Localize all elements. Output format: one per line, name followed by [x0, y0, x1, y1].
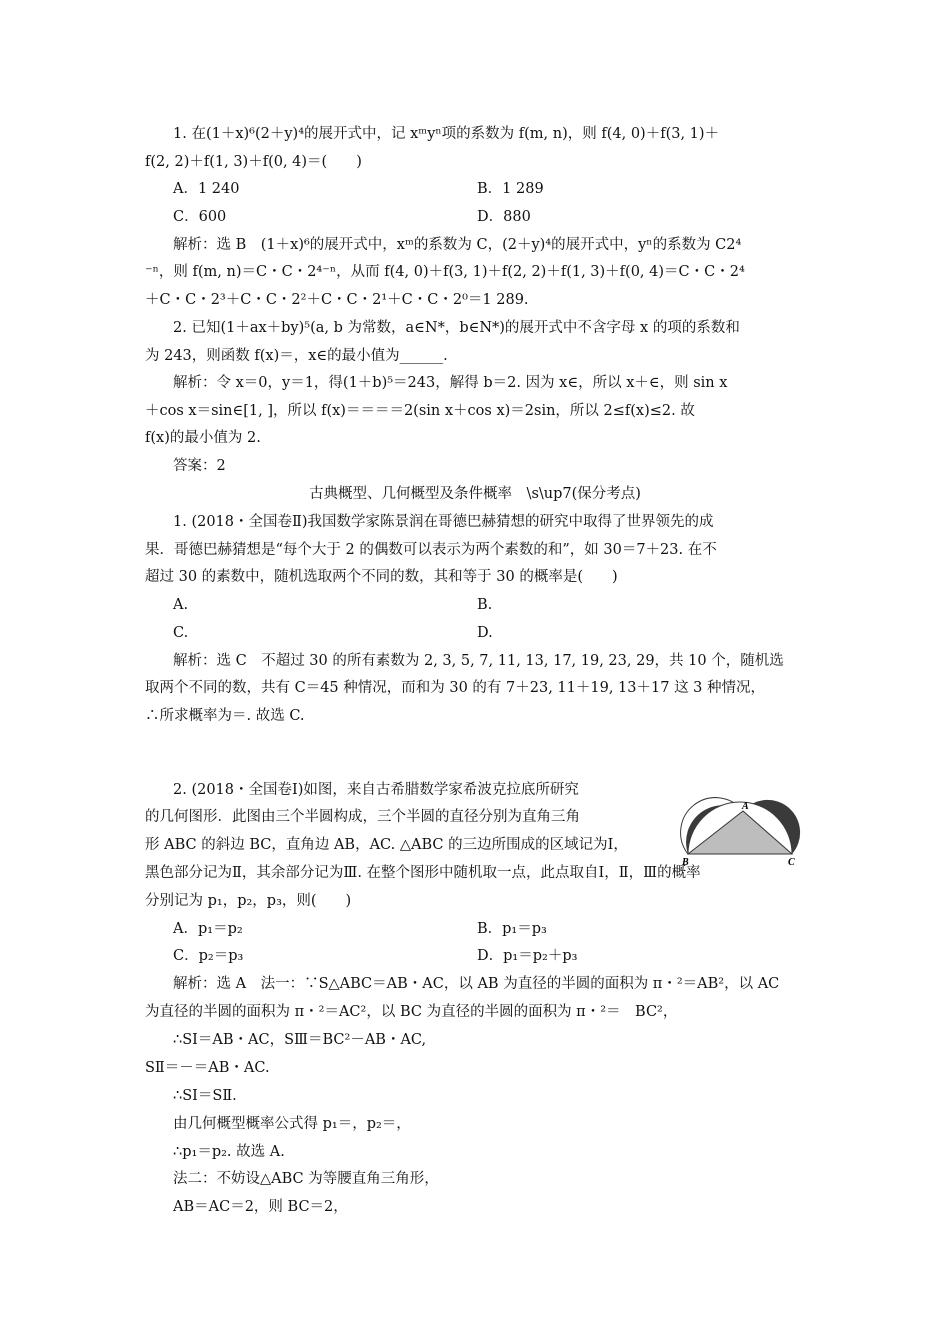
p1-stem-line1: 1. (2018・全国卷Ⅱ)我国数学家陈景润在哥德巴赫猜想的研究中取得了世界领先的成 [173, 514, 714, 530]
q1-stem-line2: f(2, 2)＋f(1, 3)＋f(0, 4)＝( ) [145, 154, 362, 170]
p1-solution-line1: 解析：选 C 不超过 30 的所有素数为 2, 3, 5, 7, 11, 13, 17, 19, 23, 29，共 10 个，随机选 [173, 653, 784, 669]
q2-answer: 答案：2 [173, 458, 226, 474]
q1-solution-line3: ＋C・C・2³＋C・C・2²＋C・C・2¹＋C・C・2⁰＝1 289. [145, 292, 529, 308]
p2-option-a: A．p₁＝p₂ [173, 921, 243, 937]
q2-stem-line1: 2. 已知(1＋ax＋by)⁵(a, b 为常数，a∈N*，b∈N*)的展开式中不含字母 x 的项的系数和 [173, 320, 740, 336]
p2-stem-line2: 的几何图形．此图由三个半圆构成，三个半圆的直径分别为直角三角 [145, 809, 580, 825]
p2-solution-line8: 法二：不妨设△ABC 为等腰直角三角形， [173, 1171, 439, 1187]
p2-stem-line1: 2. (2018・全国卷Ⅰ)如图，来自古希腊数学家希波克拉底所研究 [173, 782, 579, 798]
q2-solution-line2: ＋cos x＝sin∈[1, ]，所以 f(x)＝＝＝＝2(sin x＋cos x)＝2sin，所以 2≤f(x)≤2. 故 [145, 403, 695, 419]
q1-option-c: C．600 [173, 209, 227, 225]
p2-option-d: D．p₁＝p₂＋p₃ [477, 948, 578, 964]
p1-stem-line2: 果．哥德巴赫猜想是“每个大于 2 的偶数可以表示为两个素数的和”，如 30＝7＋23. 在不 [145, 542, 717, 558]
p2-solution-line3: ∴SⅠ＝AB・AC，SⅢ＝BC²－AB・AC, [173, 1032, 427, 1048]
vertex-label-b: B [682, 857, 689, 868]
p2-stem-line5: 分别记为 p₁，p₂，p₃，则( ) [145, 893, 352, 909]
hippocrates-lune-figure [678, 788, 804, 868]
q1-solution-line2: ⁻ⁿ，则 f(m, n)＝C・C・2⁴⁻ⁿ，从而 f(4, 0)＋f(3, 1)＋f(2, 2)＋f(1, 3)＋f(0, 4)＝C・C・2⁴ [145, 264, 745, 280]
q1-stem-line1: 1. 在(1＋x)⁶(2＋y)⁴的展开式中，记 xᵐyⁿ项的系数为 f(m, n)，则 f(4, 0)＋f(3, 1)＋ [173, 126, 720, 142]
p2-stem-line4: 黑色部分记为Ⅱ，其余部分记为Ⅲ. 在整个图形中随机取一点，此点取自Ⅰ，Ⅱ，Ⅲ的概率 [145, 865, 701, 881]
q1-option-a: A．1 240 [173, 181, 240, 197]
p2-solution-line6: 由几何概型概率公式得 p₁＝，p₂＝， [173, 1116, 411, 1132]
p2-solution-line9: AB＝AC＝2，则 BC＝2， [173, 1199, 348, 1215]
p2-stem-line3: 形 ABC 的斜边 BC，直角边 AB，AC. △ABC 的三边所围成的区域记为Ⅰ， [145, 837, 628, 853]
p1-option-c: C. [173, 625, 189, 641]
p1-option-a: A. [173, 597, 189, 613]
p1-stem-line3: 超过 30 的素数中，随机选取两个不同的数，其和等于 30 的概率是( ) [145, 569, 618, 585]
q2-solution-line3: f(x)的最小值为 2. [145, 430, 261, 446]
q1-option-b: B．1 289 [477, 181, 544, 197]
section-title: 古典概型、几何概型及条件概率 \s\up7(保分考点) [309, 486, 641, 502]
p2-solution-line7: ∴p₁＝p₂. 故选 A. [173, 1144, 285, 1160]
p2-solution-line1: 解析：选 A 法一：∵S△ABC＝AB・AC，以 AB 为直径的半圆的面积为 π・²＝AB²，以 AC [173, 976, 780, 992]
p1-option-b: B. [477, 597, 493, 613]
p1-option-d: D. [477, 625, 493, 641]
p2-solution-line4: SⅡ＝－＝AB・AC. [145, 1060, 270, 1076]
vertex-label-a: A [742, 801, 749, 812]
q2-solution-line1: 解析：令 x＝0，y＝1，得(1＋b)⁵＝243，解得 b＝2. 因为 x∈，所以 x＋∈，则 sin x [173, 375, 728, 391]
p2-option-c: C．p₂＝p₃ [173, 948, 244, 964]
p1-solution-line3: ∴所求概率为＝. 故选 C. [145, 708, 305, 724]
q2-stem-line2: 为 243，则函数 f(x)＝，x∈的最小值为______. [145, 348, 448, 364]
p2-solution-line2: 为直径的半圆的面积为 π・²＝AC²，以 BC 为直径的半圆的面积为 π・²＝ BC²， [145, 1004, 678, 1020]
vertex-label-c: C [788, 857, 795, 868]
p2-option-b: B．p₁＝p₃ [477, 921, 547, 937]
q1-solution-line1: 解析：选 B (1＋x)⁶的展开式中，xᵐ的系数为 C，(2＋y)⁴的展开式中，yⁿ的系数为 C2⁴ [173, 237, 742, 253]
p1-solution-line2: 取两个不同的数，共有 C＝45 种情况，而和为 30 的有 7＋23, 11＋19, 13＋17 这 3 种情况， [145, 680, 766, 696]
p2-solution-line5: ∴SⅠ＝SⅡ. [173, 1088, 237, 1104]
q1-option-d: D．880 [477, 209, 531, 225]
